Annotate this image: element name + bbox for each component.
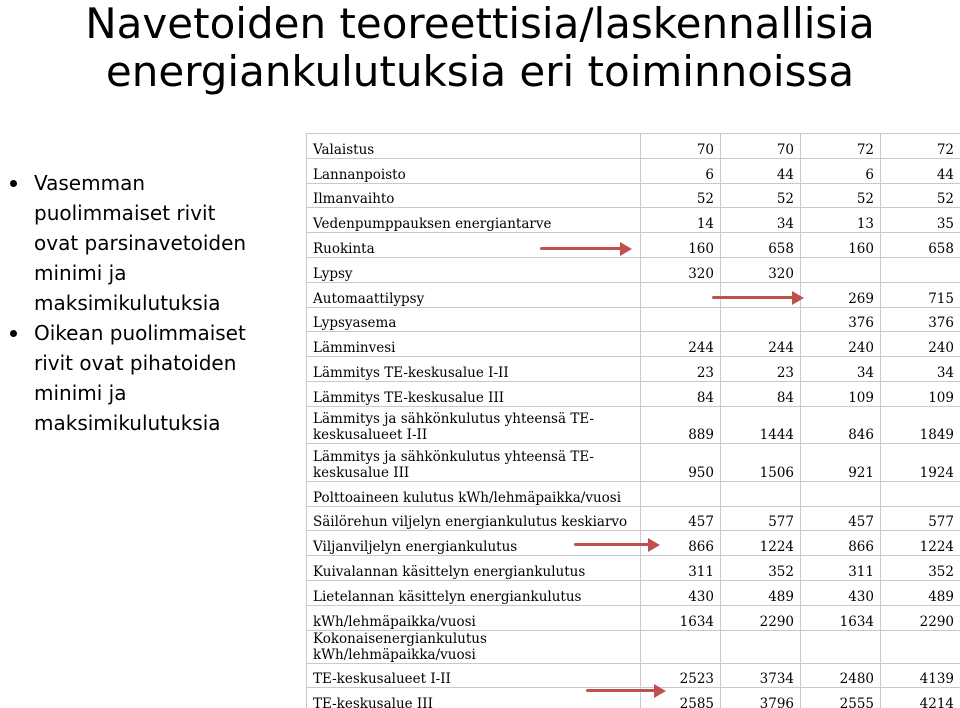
- value-cell: 109: [801, 381, 881, 406]
- value-cell: 311: [641, 556, 721, 581]
- value-cell: 84: [721, 381, 801, 406]
- value-cell: 658: [721, 233, 801, 258]
- row-label-cell: Polttoaineen kulutus kWh/lehmäpaikka/vuosi: [307, 481, 641, 506]
- table-row: [307, 257, 960, 282]
- row-label-cell: kWh/lehmäpaikka/vuosi: [307, 605, 641, 630]
- bullet-line: puolimmaiset rivit: [34, 201, 216, 225]
- row-label-cell: Lämminvesi: [307, 332, 641, 357]
- value-cell: 52: [881, 183, 960, 208]
- table-row: [307, 481, 960, 506]
- slide-title-line-2: energiankulutuksia eri toiminnoissa: [105, 47, 855, 96]
- value-cell: 376: [881, 307, 960, 332]
- value-cell: 577: [881, 506, 960, 531]
- value-cell: 320: [641, 257, 721, 282]
- arrow-ruokinta-icon: [540, 247, 632, 251]
- table-row: [307, 556, 960, 581]
- value-cell: [721, 630, 801, 663]
- table-row: [307, 444, 960, 482]
- table-row: [307, 282, 960, 307]
- row-label-cell: Lämmitys ja sähkönkulutus yhteensä TE-keskusalue III: [307, 444, 641, 482]
- bullet-line: ovat parsinavetoiden: [34, 231, 247, 255]
- value-cell: 2523: [641, 663, 721, 688]
- row-label-cell: Lypsyasema: [307, 307, 641, 332]
- value-cell: 1224: [721, 531, 801, 556]
- row-label-cell: Valaistus: [307, 134, 641, 159]
- bullet-line: rivit ovat pihatoiden: [34, 351, 237, 375]
- value-cell: 430: [641, 580, 721, 605]
- value-cell: 44: [721, 158, 801, 183]
- row-label-cell: Automaattilypsy: [307, 282, 641, 307]
- value-cell: 240: [881, 332, 960, 357]
- value-cell: 23: [641, 357, 721, 382]
- value-cell: 3734: [721, 663, 801, 688]
- value-cell: 866: [641, 531, 721, 556]
- value-cell: 1849: [881, 406, 960, 444]
- value-cell: [641, 307, 721, 332]
- value-cell: 6: [801, 158, 881, 183]
- value-cell: 52: [721, 183, 801, 208]
- value-cell: 1634: [641, 605, 721, 630]
- bullet-list: [6, 168, 296, 438]
- value-cell: 269: [801, 282, 881, 307]
- value-cell: 1444: [721, 406, 801, 444]
- table-row: [307, 183, 960, 208]
- value-cell: 457: [801, 506, 881, 531]
- row-label-cell: TE-keskusalueet I-II: [307, 663, 641, 688]
- table-row: [307, 506, 960, 531]
- value-cell: [801, 257, 881, 282]
- slide-title: [0, 0, 960, 96]
- value-cell: 4214: [881, 688, 960, 708]
- value-cell: 376: [801, 307, 881, 332]
- bullet-line: maksimikulutuksia: [34, 291, 221, 315]
- value-cell: 489: [881, 580, 960, 605]
- slide-title-line-1: Navetoiden teoreettisia/laskennallisia: [85, 0, 875, 48]
- table-row: [307, 663, 960, 688]
- value-cell: 84: [641, 381, 721, 406]
- value-cell: 889: [641, 406, 721, 444]
- value-cell: 352: [881, 556, 960, 581]
- arrow-te-keskusalue-iii-icon: [586, 689, 666, 693]
- value-cell: [801, 481, 881, 506]
- table-row: [307, 381, 960, 406]
- value-cell: 921: [801, 444, 881, 482]
- value-cell: 109: [881, 381, 960, 406]
- value-cell: 34: [721, 208, 801, 233]
- value-cell: 1224: [881, 531, 960, 556]
- value-cell: [721, 481, 801, 506]
- row-label-cell: Ruokinta: [307, 233, 641, 258]
- value-cell: 1506: [721, 444, 801, 482]
- value-cell: [881, 257, 960, 282]
- table-row: [307, 357, 960, 382]
- value-cell: 2480: [801, 663, 881, 688]
- value-cell: [721, 282, 801, 307]
- value-cell: 1924: [881, 444, 960, 482]
- table-row: [307, 605, 960, 630]
- bullet-item-left-columns: [6, 168, 296, 318]
- row-label-cell: TE-keskusalue III: [307, 688, 641, 708]
- value-cell: [881, 630, 960, 663]
- row-label-cell: Lämmitys TE-keskusalue III: [307, 381, 641, 406]
- row-label-cell: Kuivalannan käsittelyn energiankulutus: [307, 556, 641, 581]
- table-row: [307, 233, 960, 258]
- table-row: [307, 134, 960, 159]
- value-cell: 2290: [881, 605, 960, 630]
- table-row: [307, 406, 960, 444]
- value-cell: 72: [881, 134, 960, 159]
- value-cell: 70: [641, 134, 721, 159]
- value-cell: 2585: [641, 688, 721, 708]
- value-cell: 34: [881, 357, 960, 382]
- energy-table: [306, 133, 960, 708]
- value-cell: 489: [721, 580, 801, 605]
- value-cell: 13: [801, 208, 881, 233]
- value-cell: [801, 630, 881, 663]
- value-cell: 34: [801, 357, 881, 382]
- table-row: [307, 208, 960, 233]
- value-cell: 160: [641, 233, 721, 258]
- value-cell: [721, 307, 801, 332]
- value-cell: 2290: [721, 605, 801, 630]
- row-label-cell: Lypsy: [307, 257, 641, 282]
- value-cell: 846: [801, 406, 881, 444]
- value-cell: 160: [801, 233, 881, 258]
- row-label-cell: Lämmitys TE-keskusalue I-II: [307, 357, 641, 382]
- arrow-automaattilypsy-icon: [712, 296, 804, 300]
- value-cell: 320: [721, 257, 801, 282]
- bullet-dot-icon: [10, 330, 17, 337]
- table-row: [307, 307, 960, 332]
- value-cell: 23: [721, 357, 801, 382]
- bullet-line: minimi ja: [34, 381, 127, 405]
- value-cell: [641, 630, 721, 663]
- bullet-line: minimi ja: [34, 261, 127, 285]
- value-cell: 52: [801, 183, 881, 208]
- value-cell: 52: [641, 183, 721, 208]
- value-cell: 311: [801, 556, 881, 581]
- arrow-viljanviljely-icon: [574, 543, 660, 547]
- row-label-cell: Säilörehun viljelyn energiankulutus keskiarvo: [307, 506, 641, 531]
- row-label-cell: Lämmitys ja sähkönkulutus yhteensä TE-keskusalueet I-II: [307, 406, 641, 444]
- value-cell: 44: [881, 158, 960, 183]
- value-cell: [641, 282, 721, 307]
- row-label-cell: Viljanviljelyn energiankulutus: [307, 531, 641, 556]
- value-cell: 866: [801, 531, 881, 556]
- value-cell: 72: [801, 134, 881, 159]
- bullet-line: Vasemman: [34, 171, 146, 195]
- value-cell: 6: [641, 158, 721, 183]
- bullet-item-right-columns: [6, 318, 296, 438]
- value-cell: 240: [801, 332, 881, 357]
- value-cell: 430: [801, 580, 881, 605]
- bullet-line: Oikean puolimmaiset: [34, 321, 246, 345]
- row-label-cell: Kokonaisenergiankulutus kWh/lehmäpaikka/vuosi: [307, 630, 641, 663]
- value-cell: 352: [721, 556, 801, 581]
- table-row: [307, 630, 960, 663]
- value-cell: 658: [881, 233, 960, 258]
- value-cell: [881, 481, 960, 506]
- value-cell: 577: [721, 506, 801, 531]
- value-cell: 4139: [881, 663, 960, 688]
- row-label-cell: Vedenpumppauksen energiantarve: [307, 208, 641, 233]
- value-cell: 1634: [801, 605, 881, 630]
- row-label-cell: Ilmanvaihto: [307, 183, 641, 208]
- table-row: [307, 580, 960, 605]
- value-cell: 70: [721, 134, 801, 159]
- value-cell: 3796: [721, 688, 801, 708]
- value-cell: 457: [641, 506, 721, 531]
- bullet-dot-icon: [10, 180, 17, 187]
- bullet-line: maksimikulutuksia: [34, 411, 221, 435]
- value-cell: 950: [641, 444, 721, 482]
- table-row: [307, 332, 960, 357]
- value-cell: 2555: [801, 688, 881, 708]
- energy-table-image: [306, 133, 960, 708]
- row-label-cell: Lietelannan käsittelyn energiankulutus: [307, 580, 641, 605]
- value-cell: [641, 481, 721, 506]
- value-cell: 715: [881, 282, 960, 307]
- value-cell: 244: [721, 332, 801, 357]
- value-cell: 244: [641, 332, 721, 357]
- value-cell: 35: [881, 208, 960, 233]
- row-label-cell: Lannanpoisto: [307, 158, 641, 183]
- value-cell: 14: [641, 208, 721, 233]
- table-row: [307, 158, 960, 183]
